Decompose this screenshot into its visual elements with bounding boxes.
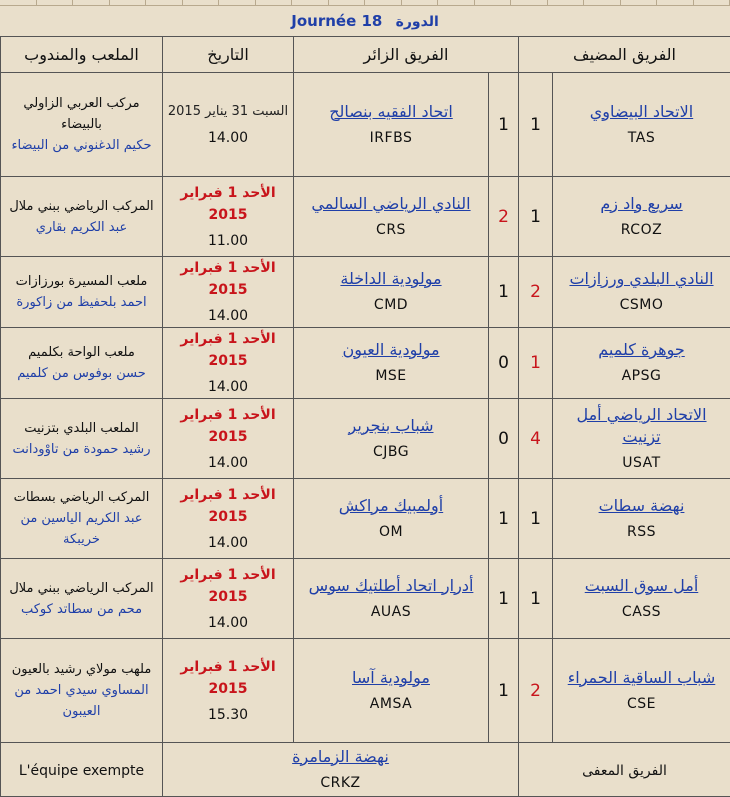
match-time: 14.00 — [166, 127, 290, 149]
home-team-code: CASS — [556, 601, 727, 623]
home-score: 1 — [530, 207, 541, 227]
away-score-cell — [489, 328, 519, 399]
venue-cell — [1, 399, 163, 479]
header-home: الفريق المضيف — [519, 37, 730, 73]
date-cell — [163, 399, 294, 479]
away-team-link[interactable]: اتحاد الفقيه بنصالح — [297, 101, 485, 123]
date-cell — [163, 328, 294, 399]
away-score-cell — [489, 73, 519, 177]
away-team-code: IRFBS — [297, 127, 485, 149]
match-row — [1, 559, 730, 639]
home-team-link[interactable]: شباب الساقية الحمراء — [556, 667, 727, 689]
venue-cell — [1, 639, 163, 743]
home-team-code: USAT — [556, 452, 727, 474]
away-score: 0 — [498, 353, 509, 373]
match-time: 15.30 — [166, 704, 290, 726]
match-row — [1, 639, 730, 743]
away-team-link[interactable]: مولودية الداخلة — [297, 268, 485, 290]
away-score-cell — [489, 479, 519, 559]
away-score: 0 — [498, 429, 509, 449]
home-team-cell — [553, 559, 730, 639]
home-team-code: CSE — [556, 693, 727, 715]
home-team-link[interactable]: سريع واد زم — [556, 193, 727, 215]
away-team-cell — [294, 399, 489, 479]
away-team-code: CRS — [297, 219, 485, 241]
match-time: 14.00 — [166, 532, 290, 554]
match-row — [1, 479, 730, 559]
venue-name: المركب الرياضي ببني ملال — [4, 196, 159, 217]
referee-name: رشيد حمودة من تاوْودانت — [4, 439, 159, 460]
away-score: 1 — [498, 509, 509, 529]
match-time: 14.00 — [166, 305, 290, 327]
away-team-link[interactable]: أدرار اتحاد أطلتيك سوس — [297, 575, 485, 597]
home-score-cell — [519, 479, 553, 559]
page-title — [0, 6, 730, 36]
home-score: 1 — [530, 353, 541, 373]
referee-name: حكيم الدغنوني من البيضاء — [4, 135, 159, 156]
home-team-code: RSS — [556, 521, 727, 543]
away-team-code: OM — [297, 521, 485, 543]
home-score: 1 — [530, 509, 541, 529]
home-team-link[interactable]: أمل سوق السبت — [556, 575, 727, 597]
referee-name: حسن بوفوس من كلميم — [4, 363, 159, 384]
home-team-code: APSG — [556, 365, 727, 387]
away-team-cell — [294, 328, 489, 399]
away-score: 1 — [498, 282, 509, 302]
home-team-cell — [553, 257, 730, 328]
away-team-link[interactable]: شباب بنجرير — [297, 415, 485, 437]
home-score-cell — [519, 559, 553, 639]
home-score-cell — [519, 399, 553, 479]
venue-cell — [1, 257, 163, 328]
away-team-link[interactable]: مولودية آسا — [297, 667, 485, 689]
away-score-cell — [489, 639, 519, 743]
venue-name: المركب الرياضي بسطات — [4, 487, 159, 508]
header-row — [1, 37, 730, 73]
fixtures-table — [0, 36, 730, 797]
away-team-cell — [294, 177, 489, 257]
exempt-team-link[interactable]: نهضة الزمامرة — [166, 746, 515, 768]
match-time: 14.00 — [166, 376, 290, 398]
home-score: 2 — [530, 282, 541, 302]
date-cell — [163, 177, 294, 257]
home-score-cell — [519, 257, 553, 328]
away-team-link[interactable]: النادي الرياضي السالمي — [297, 193, 485, 215]
away-score-cell — [489, 257, 519, 328]
home-score-cell — [519, 73, 553, 177]
match-date: الأحد 1 فبراير 2015 — [166, 328, 290, 372]
exempt-team-cell — [163, 743, 519, 797]
exempt-row — [1, 743, 730, 797]
match-time: 11.00 — [166, 230, 290, 252]
away-team-cell — [294, 479, 489, 559]
away-score-cell — [489, 559, 519, 639]
referee-name: المساوي سيدي احمد من العيبون — [4, 680, 159, 722]
date-cell — [163, 257, 294, 328]
exempt-label-fr: L'équipe exempte — [1, 743, 163, 797]
venue-cell — [1, 177, 163, 257]
away-team-code: CJBG — [297, 441, 485, 463]
match-date: الأحد 1 فبراير 2015 — [166, 484, 290, 528]
referee-name: محم من سطاتد كوكب — [4, 599, 159, 620]
venue-cell — [1, 328, 163, 399]
away-team-cell — [294, 73, 489, 177]
venue-cell — [1, 559, 163, 639]
title-ar: الدورة — [396, 14, 439, 30]
home-team-link[interactable]: جوهرة كلميم — [556, 339, 727, 361]
match-date: السبت 31 يناير 2015 — [166, 101, 290, 123]
match-row — [1, 73, 730, 177]
header-away: الفريق الزائر — [294, 37, 519, 73]
match-row — [1, 399, 730, 479]
home-score: 1 — [530, 589, 541, 609]
match-time: 14.00 — [166, 612, 290, 634]
home-team-cell — [553, 177, 730, 257]
home-team-code: RCOZ — [556, 219, 727, 241]
away-team-cell — [294, 639, 489, 743]
match-date: الأحد 1 فبراير 2015 — [166, 564, 290, 608]
home-team-code: CSMO — [556, 294, 727, 316]
exempt-team-code: CRKZ — [166, 772, 515, 794]
home-team-cell — [553, 479, 730, 559]
match-row — [1, 257, 730, 328]
match-row — [1, 177, 730, 257]
date-cell — [163, 639, 294, 743]
date-cell — [163, 479, 294, 559]
referee-name: عبد الكريم الياسين من خريبكة — [4, 508, 159, 550]
away-score: 1 — [498, 115, 509, 135]
home-score: 1 — [530, 115, 541, 135]
venue-cell — [1, 73, 163, 177]
away-score: 2 — [498, 207, 509, 227]
venue-cell — [1, 479, 163, 559]
venue-name: ملعب الواحة بكلميم — [4, 342, 159, 363]
venue-name: مركب العربي الزاولي بالبيضاء — [4, 93, 159, 135]
home-score-cell — [519, 328, 553, 399]
date-cell — [163, 559, 294, 639]
away-team-cell — [294, 257, 489, 328]
home-team-cell — [553, 73, 730, 177]
header-venue: الملعب والمندوب — [1, 37, 163, 73]
home-team-cell — [553, 399, 730, 479]
away-score: 1 — [498, 589, 509, 609]
away-score-cell — [489, 177, 519, 257]
header-date: التاريخ — [163, 37, 294, 73]
home-score: 4 — [530, 429, 541, 449]
away-team-link[interactable]: أولمبيك مراكش — [297, 495, 485, 517]
date-cell — [163, 73, 294, 177]
referee-name: احمد بلحفيظ من زاكورة — [4, 292, 159, 313]
home-team-cell — [553, 639, 730, 743]
match-date: الأحد 1 فبراير 2015 — [166, 182, 290, 226]
away-score-cell — [489, 399, 519, 479]
match-date: الأحد 1 فبراير 2015 — [166, 257, 290, 301]
referee-name: عبد الكريم بقاري — [4, 217, 159, 238]
home-score: 2 — [530, 681, 541, 701]
match-date: الأحد 1 فبراير 2015 — [166, 656, 290, 700]
home-team-link[interactable]: الاتحاد الرياضي أمل تزنيت — [556, 404, 727, 448]
match-date: الأحد 1 فبراير 2015 — [166, 404, 290, 448]
venue-name: ملهب مولاي رشيد بالعيون — [4, 659, 159, 680]
home-team-cell — [553, 328, 730, 399]
away-score: 1 — [498, 681, 509, 701]
home-score-cell — [519, 177, 553, 257]
venue-name: ملعب المسيرة بورزازات — [4, 271, 159, 292]
home-score-cell — [519, 639, 553, 743]
home-team-code: TAS — [556, 127, 727, 149]
match-row — [1, 328, 730, 399]
away-team-cell — [294, 559, 489, 639]
away-team-link[interactable]: مولودية العيون — [297, 339, 485, 361]
match-time: 14.00 — [166, 452, 290, 474]
venue-name: المركب الرياضي ببني ملال — [4, 578, 159, 599]
home-team-link[interactable]: نهضة سطات — [556, 495, 727, 517]
away-team-code: AMSA — [297, 693, 485, 715]
venue-name: الملعب البلدي بتزنيت — [4, 418, 159, 439]
away-team-code: CMD — [297, 294, 485, 316]
exempt-label-ar: الفريق المعفى — [519, 743, 730, 797]
home-team-link[interactable]: النادي البلدي ورزازات — [556, 268, 727, 290]
home-team-link[interactable]: الاتحاد البيضاوي — [556, 101, 727, 123]
title-fr: Journée 18 — [291, 12, 382, 30]
away-team-code: AUAS — [297, 601, 485, 623]
away-team-code: MSE — [297, 365, 485, 387]
